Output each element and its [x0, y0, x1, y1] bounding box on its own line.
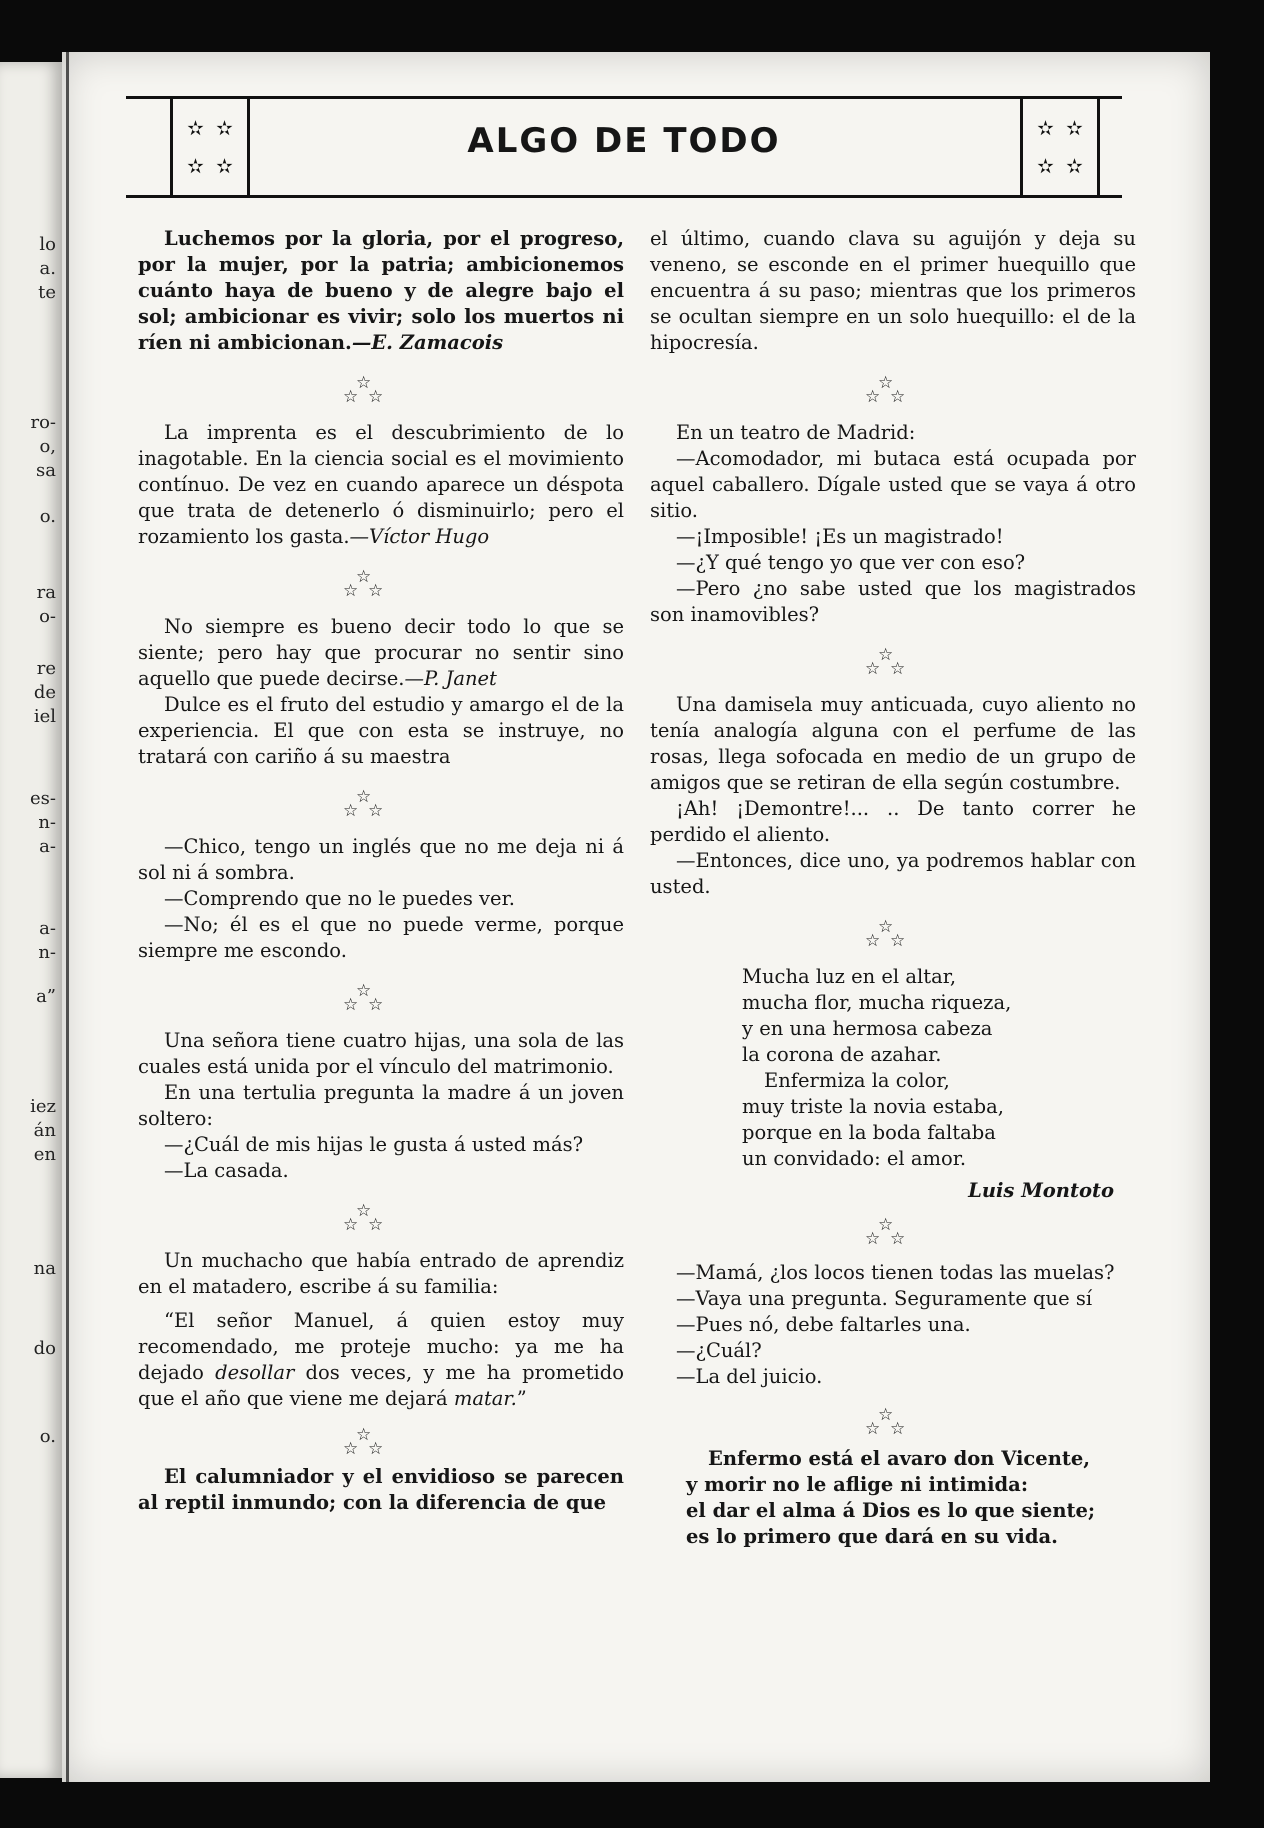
- dialogue-line: —Pero ¿no sabe usted que los magistrados son inamovibles?: [650, 577, 1136, 626]
- star-icon: ☆: [878, 373, 894, 393]
- poem-line: el dar el alma á Dios es lo que siente;: [686, 1499, 1096, 1522]
- strip-fragment: na: [33, 1258, 56, 1279]
- dialogue-line: ¡Ah! ¡Demontre!... .. De tanto correr he perdido el aliento.: [650, 797, 1136, 846]
- star-icon: ☆: [865, 1419, 881, 1439]
- dialogue-line: —La del juicio.: [676, 1365, 823, 1388]
- star-icon: ☆: [368, 801, 384, 821]
- paragraph: Una señora tiene cuatro hijas, una sola de las cuales está unida por el vínculo del matrimonio.: [138, 1029, 624, 1078]
- emphasis: desollar: [215, 1361, 295, 1384]
- poem-line: es lo primero que dará en su vida.: [686, 1525, 1058, 1548]
- star-icon: ☆: [368, 387, 384, 407]
- paragraph: [138, 226, 624, 356]
- right-column: [650, 226, 1136, 1550]
- star-separator: [138, 356, 624, 420]
- star-separator: [650, 356, 1136, 420]
- strip-fragment: án: [33, 1120, 56, 1141]
- strip-fragment: do: [33, 1338, 56, 1359]
- star-icon: ✫: [1037, 116, 1054, 140]
- star-separator: [138, 550, 624, 614]
- dialogue-line: —¿Cuál de mis hijas le gusta á usted más?: [164, 1133, 584, 1156]
- poem-line: mucha flor, mucha riqueza,: [742, 991, 1012, 1014]
- epigram: [686, 1446, 1136, 1550]
- strip-fragment: de: [33, 682, 56, 703]
- banner-ornament-right: [1020, 99, 1100, 195]
- strip-fragment: re: [36, 658, 56, 679]
- poem-line: muy triste la novia estaba,: [742, 1095, 1004, 1118]
- star-icon: ☆: [878, 645, 894, 665]
- star-icon: ☆: [890, 387, 906, 407]
- star-icon: ✫: [1066, 154, 1083, 178]
- dialogue-line: —No; él es el que no puede verme, porque siempre me escondo.: [138, 913, 624, 962]
- star-icon: ☆: [890, 1229, 906, 1249]
- strip-fragment: te: [38, 282, 56, 303]
- strip-fragment: ro-: [30, 412, 56, 433]
- author: —E. Zamacois: [351, 331, 504, 354]
- paragraph: Dulce es el fruto del estudio y amargo el de la experiencia. El que con esta se instruye, no tratará con cariño á su maestra: [138, 693, 624, 768]
- poem: [742, 964, 1136, 1172]
- paragraph: el último, cuando clava su aguijón y deja su veneno, se esconde en el primer huequillo que encuentra á su paso; mientras que los primeros se ocultan siempre en un solo huequillo: el de la hipocresía.: [650, 227, 1136, 354]
- paragraph: El calumniador y el envidioso se parecen al reptil inmundo; con la diferencia de que: [138, 1465, 624, 1514]
- quote-text: No siempre es bueno decir todo lo que se siente; pero hay que procurar no sentir sino aquello que puede decirse.: [138, 615, 624, 690]
- poem-line: un convidado: el amor.: [742, 1147, 967, 1170]
- strip-fragment: n-: [38, 942, 56, 963]
- star-icon: ☆: [343, 387, 359, 407]
- strip-fragment: iel: [33, 706, 56, 727]
- dialogue-line: —Pues nó, debe faltarles una.: [676, 1313, 971, 1336]
- quote-text: La imprenta es el descubrimiento de lo inagotable. En la ciencia social es el movimiento contínuo. De vez en cuando aparece un déspota que trata de detenerlo ó disminuirlo; pero el rozamiento los gasta.: [138, 421, 624, 548]
- star-separator: [650, 628, 1136, 692]
- star-icon: ☆: [865, 387, 881, 407]
- star-icon: ☆: [890, 931, 906, 951]
- star-icon: ☆: [356, 373, 372, 393]
- strip-fragment: sa: [36, 460, 56, 481]
- letter-text: ”: [516, 1387, 527, 1410]
- star-icon: ☆: [343, 801, 359, 821]
- strip-fragment: o-: [39, 606, 56, 627]
- star-icon: ☆: [368, 1439, 384, 1459]
- strip-fragment: en: [33, 1144, 56, 1165]
- strip-fragment: a-: [39, 836, 56, 857]
- paragraph: Un muchacho que había entrado de aprendiz en el matadero, escribe á su familia:: [138, 1249, 624, 1298]
- dialogue-line: —¡Imposible! ¡Es un magistrado!: [676, 525, 1004, 548]
- star-icon: ☆: [343, 581, 359, 601]
- star-icon: ☆: [368, 1215, 384, 1235]
- poem-line: y morir no le aflige ni intimida:: [686, 1473, 1029, 1496]
- adjacent-page-strip: [0, 62, 62, 1778]
- strip-fragment: es-: [30, 788, 56, 809]
- poem-line: y en una hermosa cabeza: [742, 1017, 993, 1040]
- star-separator: [138, 964, 624, 1028]
- star-icon: ☆: [356, 567, 372, 587]
- star-separator: [138, 1184, 624, 1248]
- star-icon: ☆: [890, 1419, 906, 1439]
- strip-fragment: n-: [38, 812, 56, 833]
- strip-fragment: a-: [39, 918, 56, 939]
- strip-fragment: o,: [39, 436, 56, 457]
- strip-fragment: ra: [36, 582, 56, 603]
- strip-fragment: o.: [39, 1426, 56, 1447]
- poem-line: porque en la boda faltaba: [742, 1121, 996, 1144]
- star-icon: ✫: [187, 154, 204, 178]
- star-icon: ☆: [368, 581, 384, 601]
- dialogue-line: —Mamá, ¿los locos tienen todas las muelas?: [676, 1261, 1115, 1284]
- strip-fragment: a.: [39, 258, 56, 279]
- author: —Víctor Hugo: [349, 525, 490, 548]
- star-icon: ☆: [356, 1201, 372, 1221]
- star-icon: ☆: [890, 659, 906, 679]
- dialogue-line: —¿Y qué tengo yo que ver con eso?: [676, 551, 1026, 574]
- star-icon: ☆: [878, 1405, 894, 1425]
- star-icon: ☆: [865, 931, 881, 951]
- dialogue-line: —Acomodador, mi butaca está ocupada por aquel caballero. Dígale usted que se vaya á otro sitio.: [650, 447, 1136, 522]
- dialogue-line: —Comprendo que no le puedes ver.: [164, 887, 515, 910]
- paragraph: [138, 614, 624, 692]
- poem-line: Mucha luz en el altar,: [742, 965, 957, 988]
- poem-line: Enfermo está el avaro don Vicente,: [708, 1447, 1091, 1470]
- star-separator: [138, 1412, 624, 1464]
- star-separator: [138, 770, 624, 834]
- star-icon: ☆: [343, 1215, 359, 1235]
- star-icon: ✫: [216, 116, 233, 140]
- dialogue-line: —Chico, tengo un inglés que no me deja ni á sol ni á sombra.: [138, 835, 624, 884]
- dialogue-line: —Entonces, dice uno, ya podremos hablar con usted.: [650, 849, 1136, 898]
- dialogue-line: —La casada.: [164, 1159, 289, 1182]
- star-separator: [650, 1390, 1136, 1446]
- quote-text: Luchemos por la gloria, por el progreso, por la mujer, por la patria; ambicionemos cuánto haya de bueno y de alegre bajo el sol; ambicionar es vivir; solo los muertos ni ríen ni ambicionan.: [138, 227, 624, 354]
- letter-text: “El señor Manuel, á quien estoy muy recomendado, me proteje mucho: ya me ha dejado: [138, 1309, 624, 1384]
- star-icon: ☆: [865, 659, 881, 679]
- star-icon: ☆: [356, 1425, 372, 1445]
- strip-fragment: a”: [36, 986, 56, 1007]
- section-banner: [126, 96, 1122, 198]
- star-icon: ☆: [343, 1439, 359, 1459]
- star-icon: ☆: [356, 981, 372, 1001]
- star-icon: ☆: [865, 1229, 881, 1249]
- star-icon: ✫: [216, 154, 233, 178]
- gutter-line: [66, 52, 69, 1782]
- emphasis: matar.: [453, 1387, 517, 1410]
- star-icon: ☆: [878, 1215, 894, 1235]
- star-icon: ✫: [187, 116, 204, 140]
- paragraph: En una tertulia pregunta la madre á un joven soltero:: [138, 1081, 624, 1130]
- author: —P. Janet: [404, 667, 497, 690]
- star-icon: ☆: [878, 917, 894, 937]
- star-icon: ☆: [356, 787, 372, 807]
- star-icon: ✫: [1037, 154, 1054, 178]
- poem-signature: Luis Montoto: [968, 1179, 1114, 1202]
- left-column: [138, 226, 624, 1516]
- star-icon: ✫: [1066, 116, 1083, 140]
- dialogue-line: En un teatro de Madrid:: [676, 421, 916, 444]
- star-separator: [650, 1204, 1136, 1260]
- star-icon: ☆: [343, 995, 359, 1015]
- paragraph: [138, 420, 624, 550]
- star-icon: ☆: [368, 995, 384, 1015]
- strip-fragment: lo: [39, 234, 56, 255]
- strip-fragment: iez: [30, 1096, 56, 1117]
- letter-text: dos veces, y me ha prometido que el año que viene me dejará: [138, 1361, 624, 1410]
- paragraph: [138, 1308, 624, 1412]
- poem-line: Enfermiza la color,: [764, 1069, 950, 1092]
- star-separator: [650, 900, 1136, 964]
- strip-fragment: o.: [39, 506, 56, 527]
- dialogue-line: —¿Cuál?: [676, 1339, 762, 1362]
- dialogue-line: —Vaya una pregunta. Seguramente que sí: [676, 1287, 1093, 1310]
- poem-line: la corona de azahar.: [742, 1043, 942, 1066]
- paragraph: Una damisela muy anticuada, cuyo aliento no tenía analogía alguna con el perfume de las rosas, llega sofocada en medio de un grupo de amigos que se retiran de ella según costumbre.: [650, 693, 1136, 794]
- section-title: ALGO DE TODO: [467, 121, 781, 161]
